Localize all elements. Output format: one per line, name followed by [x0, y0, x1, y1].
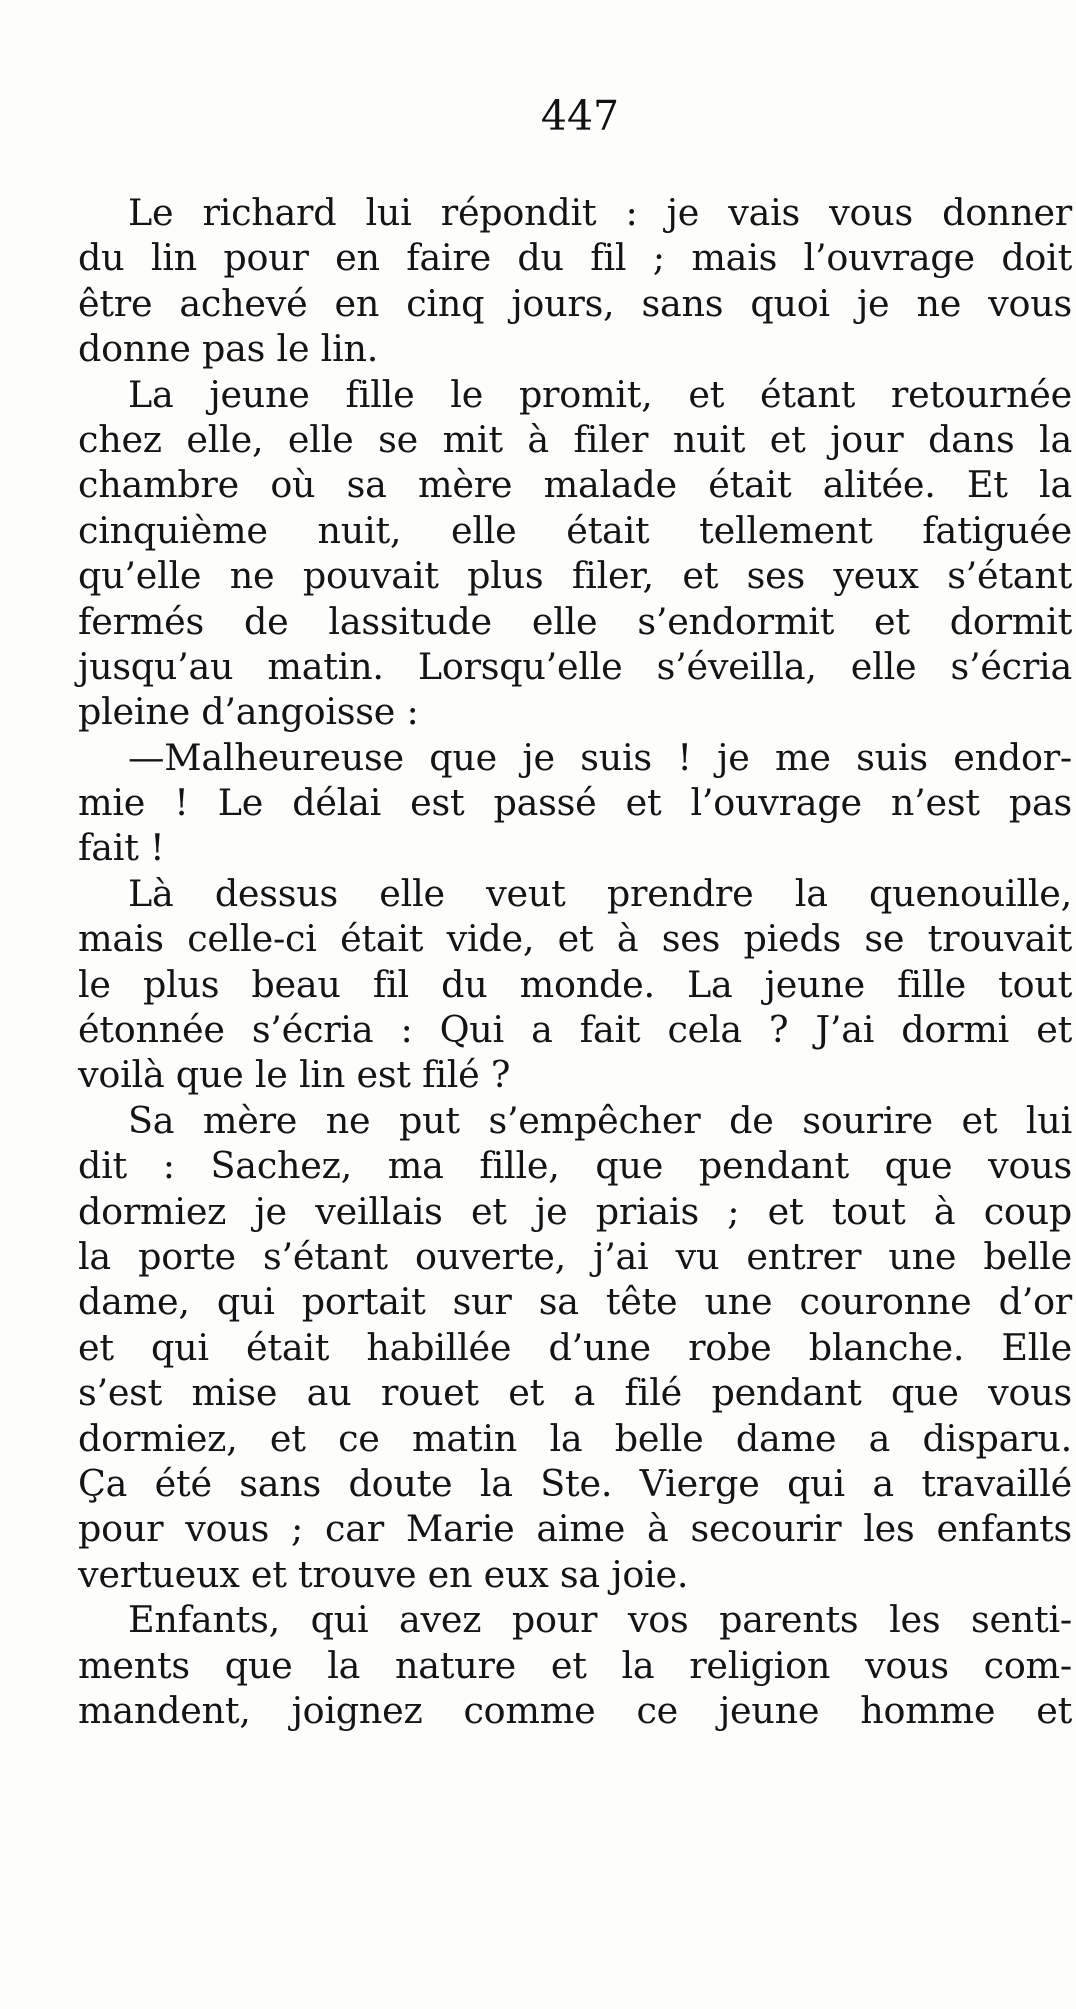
text-line: pleine d’angoisse :	[78, 690, 419, 734]
page-number: 447	[540, 92, 620, 140]
text-line: Enfants, qui avez pour vos parents les senti-	[128, 1598, 1072, 1642]
text-line: du lin pour en faire du fil ; mais l’ouvrage doit	[78, 236, 1072, 280]
text-line: dit : Sachez, ma fille, que pendant que vous	[78, 1144, 1072, 1188]
text-line: voilà que le lin est filé ?	[78, 1053, 511, 1097]
text-line: mie ! Le délai est passé et l’ouvrage n’est pas	[78, 781, 1072, 825]
text-line: ments que la nature et la religion vous com-	[78, 1643, 1072, 1687]
text-line: jusqu’au matin. Lorsqu’elle s’éveilla, elle s’écria	[78, 644, 1072, 688]
text-line: qu’elle ne pouvait plus filer, et ses yeux s’étant	[78, 554, 1072, 598]
text-line: vertueux et trouve en eux sa joie.	[78, 1552, 689, 1596]
text-line: Le richard lui répondit : je vais vous donner	[128, 191, 1072, 234]
text-line: chez elle, elle se mit à filer nuit et jour dans la	[78, 417, 1072, 461]
text-line: pour vous ; car Marie aime à secourir les enfants	[78, 1507, 1072, 1551]
text-line: dormiez, et ce matin la belle dame a disparu.	[78, 1416, 1072, 1460]
text-line: Là dessus elle veut prendre la quenouille,	[128, 871, 1072, 915]
text-line: dormiez je veillais et je priais ; et tout à coup	[78, 1189, 1072, 1233]
text-line: cinquième nuit, elle était tellement fatiguée	[78, 508, 1072, 552]
text-line: mandent, joignez comme ce jeune homme et	[78, 1688, 1072, 1732]
text-line: être achevé en cinq jours, sans quoi je ne vous	[78, 281, 1072, 325]
text-line: fermés de lassitude elle s’endormit et dormit	[78, 599, 1072, 643]
text-line: la porte s’étant ouverte, j’ai vu entrer une belle	[78, 1234, 1072, 1278]
text-line: s’est mise au rouet et a filé pendant que vous	[78, 1371, 1072, 1415]
text-line: chambre où sa mère malade était alitée. Et la	[78, 463, 1072, 507]
text-line: —Malheureuse que je suis ! je me suis endor-	[128, 735, 1072, 779]
text-line: et qui était habillée d’une robe blanche. Elle	[78, 1325, 1072, 1369]
text-line: fait !	[78, 826, 165, 870]
text-line: le plus beau fil du monde. La jeune fille tout	[78, 962, 1072, 1006]
text-line: mais celle-ci était vide, et à ses pieds se trouvait	[78, 917, 1072, 961]
text-line: étonnée s’écria : Qui a fait cela ? J’ai dormi et	[78, 1008, 1072, 1052]
text-line: Sa mère ne put s’empêcher de sourire et lui	[128, 1098, 1072, 1142]
text-line: La jeune fille le promit, et étant retournée	[128, 372, 1072, 416]
body-text	[78, 190, 1072, 1733]
text-line: donne pas le lin.	[78, 327, 379, 371]
text-line: dame, qui portait sur sa tête une couronne d’or	[78, 1280, 1072, 1324]
text-line: Ça été sans doute la Ste. Vierge qui a travaillé	[78, 1461, 1072, 1505]
